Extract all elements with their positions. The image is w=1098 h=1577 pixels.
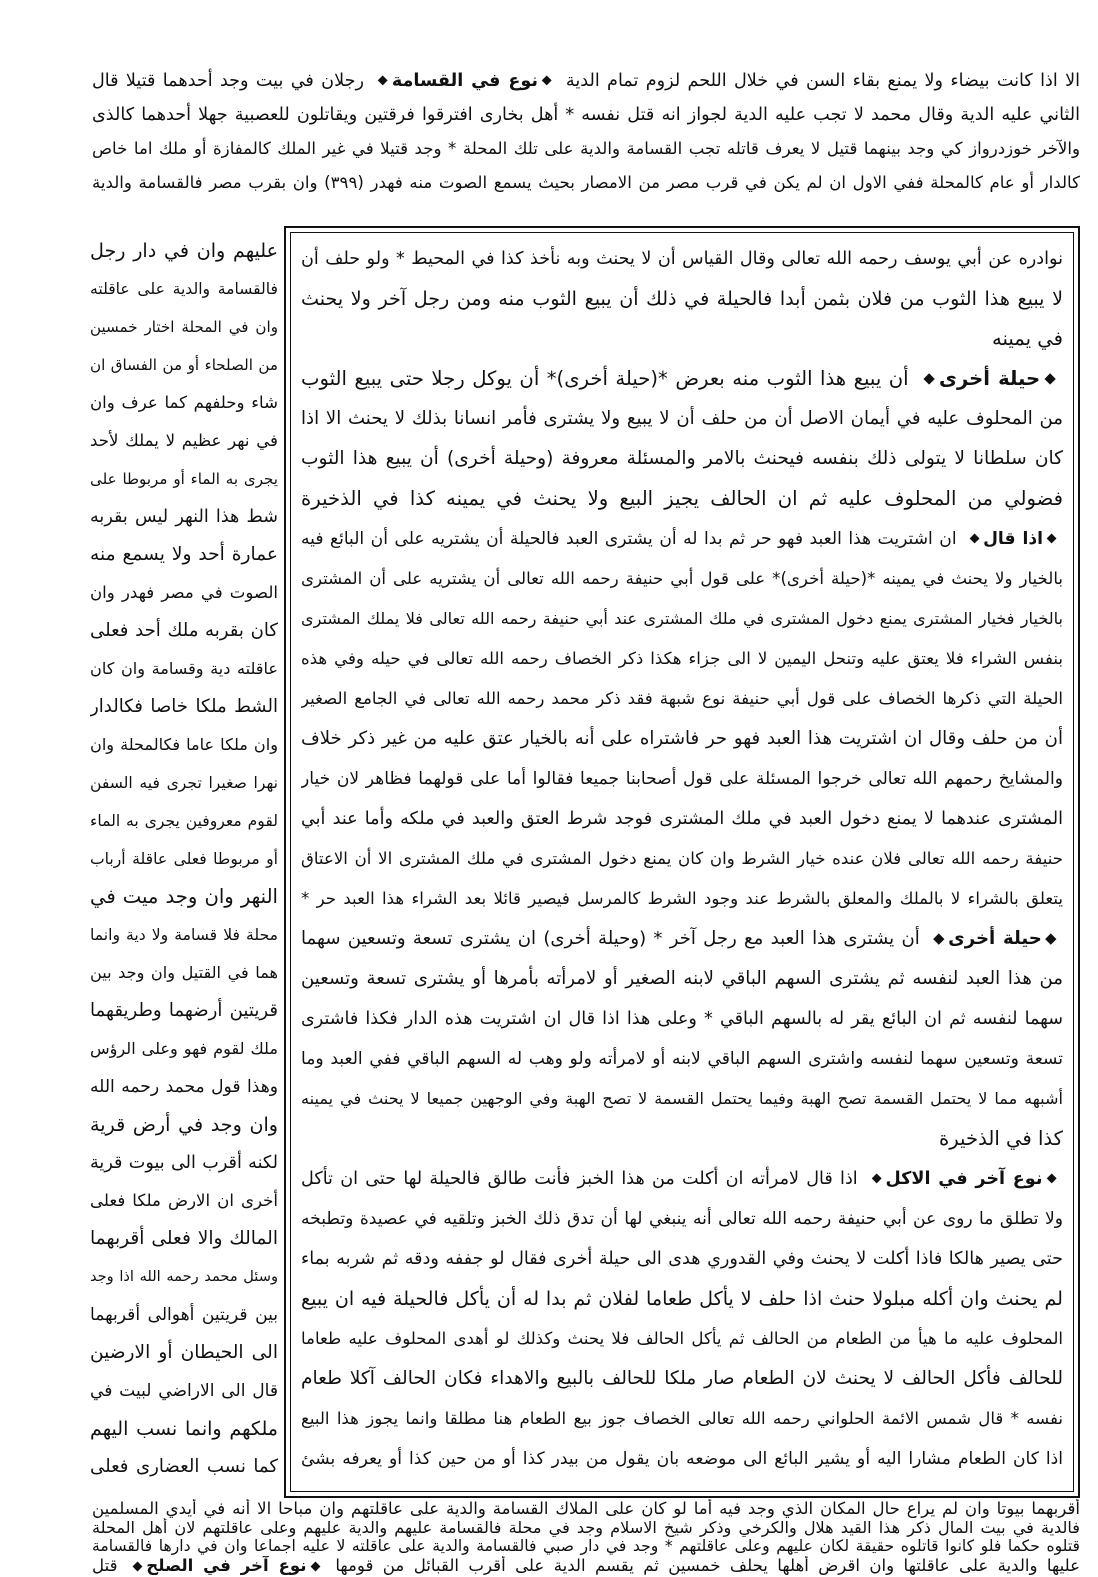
box-line: من المحلوف عليه في أيمان الاصل أن من حلف أن لا يبيع ولا يشترى فأمر انسانا بذلك لا يحنث الا اذا [301,408,1063,429]
main-text-box-inner [290,232,1074,1492]
line-text: الا اذا كانت بيضاء ولا يمنع بقاء السن في خلال اللحم لزوم تمام الدية [565,71,1080,91]
box-line: بالخيار ولا يحنث في يمينه *(حيلة أخرى)* على قول أبي حنيفة رحمه الله تعالى أن يشتريه على أن المشترى [301,569,1063,588]
margin-line: ملكهم وانما نسب اليهم [90,1417,278,1440]
box-line: حتى يصير هالكا فاذا أكلت لا يحنث وفي القدوري هدى الى حيلة أخرى فقال لو جففه ودقه ثم شربه بماء [301,1249,1063,1269]
box-line: من هذا العبد لنفسه ثم يشترى السهم الباقي لابنه الصغير أو لامرأته بأمرها أو يشترى تسعة وتسعين [301,968,1063,989]
margin-line: ملك لقوم فهو وعلى الرؤس [90,1039,278,1058]
margin-line: فالقسامة والدية على عاقلته [90,280,278,298]
margin-line: وان وجد في أرض قرية [90,1113,278,1136]
box-line: بنفس الشراء فلا يعتق عليه وتنحل اليمين لا الى جزاء هكذا ذكر الخصاف رحمه الله تعالى في حيله وفي هذه [301,649,1063,668]
margin-line: الى الحيطان أو الارضين [90,1342,278,1363]
line-text: ان اشتريت هذا العبد فهو حر ثم بدا له أن يشترى العبد فالحيلة أن يشتريه على أن البائع فيه [301,529,957,549]
header-line [92,64,1080,98]
footer-line: قتلوه حكما فلو كانوا قاتلوه حقيقة لكان عليهم وعلى عاقلتهم * وجد في دار صبي فالقسامة والدية على عاقلته لا عليه اجماعا وان في دارها فالقسامة [92,1537,1080,1555]
box-line [301,919,1063,959]
line-text: عليها والدية على عاقلتها وان اقرض أهلها يحلف خمسين ثم يقسم الدية على أقرب القبائل من قومها [335,1556,1080,1575]
section-heading: اذا قال [963,529,1063,549]
margin-line: عمارة أحد ولا يسمع منه [90,544,278,565]
box-line [301,1159,1063,1199]
section-heading: نوع في القسامة [371,71,558,91]
box-line [301,359,1063,399]
box-line: كذا في الذخيرة [938,1127,1063,1150]
margin-line: كما نسب العضارى فعلى [90,1456,278,1477]
header-lines [92,64,1080,200]
section-heading: نوع آخر في الصلح [127,1556,326,1575]
box-line: حنيفة رحمه الله تعالى فلان عنده خيار الشرط وان كان يمنع دخول المشترى في ملك المشترى الا أن الاعتاق [301,849,1063,868]
line-text: أن يشترى هذا العبد مع رجل آخر * (وحيلة أخرى) ان يشترى تسعة وتسعين سهما [301,928,920,949]
margin-line: هما في القتيل وان وجد بين [90,963,278,982]
box-line: المحلوف عليه ما هيأ من الطعام من الحالف ثم يأكل الحالف فلا يحنث وكذلك لو أهدى المحلوف عليه طعاما [301,1329,1063,1348]
margin-line: لكنه أقرب الى بيوت قرية [90,1153,278,1173]
header-line: والآخر خوزدرواز كي وجد بينهما قتيل لا يعرف قاتله تجب القسامة والدية على تلك المحلة * وجد قتيلا في غير الملك كالمفازة أو ملك اما خاص [92,139,1080,158]
margin-line: في نهر عظيم لا يملك لأحد [90,431,278,450]
margin-line: كان بقربه ملك أحد فعلى [90,620,278,641]
margin-line: من الصلحاء أو من الفساق ان [90,356,278,374]
box-line: للحالف فأكل الحالف لا يحنث لان الطعام صار ملكا للحالف بالبيع والاهداء فكان الحالف آكلا طعام [301,1368,1063,1389]
margin-line: عليهم وان في دار رجل [90,239,278,262]
line-text: أن يبيع هذا الثوب منه بعرض *(حيلة أخرى)* أن يوكل رجلا حتى يبيع الثوب [301,367,909,390]
line-text: رجلان في بيت وجد أحدهما قتيلا قال [92,71,364,91]
box-line: نوادره عن أبي يوسف رحمه الله تعالى وقال القياس أن لا يحنث وبه نأخذ كذا في المحيط * ولو حلف أن [301,249,1063,269]
margin-line: أو مربوطا فعلى عاقلة أرباب [90,850,278,868]
box-line: سهما لنفسه ثم ان البائع يقر له بالسهم الباقي * وعلى هذا اذا قال ان اشتريت هذه الدار فكذا فاشترى [301,1009,1063,1029]
footer-line: أقربهما بيوتا وان لم يراع حال المكان الذي وجد فيه أما لو كان على الملاك القسامة والدية على عاقلتهم وان مباحا الا أنه في أيدي المسلمين [92,1499,1080,1518]
margin-line: شاء وحلفهم كما عرف وان [90,393,278,412]
margin-line: أخرى ان الارض ملكا فعلى [90,1191,278,1210]
margin-line: الشط ملكا خاصا فكالدار [90,696,278,717]
box-line: ولا تطلق ما روى عن أبي حنيفة رحمه الله تعالى أنه ينبغي لها أن تدق ذلك الخبز وتلقيه في عصيدة وتطبخه [301,1209,1063,1229]
margin-line: يجرى به الماء أو مربوطا على [90,470,278,488]
margin-line: قريتين أرضهما وطريقهما [90,1000,278,1021]
line-text: قتل [92,1556,118,1575]
margin-line: وهذا قول محمد رحمه الله [90,1077,278,1097]
margin-line: شط هذا النهر ليس بقربه [90,507,278,527]
box-line: فضولي من المحلوف عليه ثم ان الحالف يجيز البيع ولا يحنث في يمينه كذا في الذخيرة [301,487,1063,510]
box-line: يتعلق بالشراء لا بالملك والمعلق بالشرط عند وجود الشرط كالمرسل فيصير قائلا بعد الشراء هذا العبد حر * [301,889,1063,908]
header-line: كالدار أو عام كالمحلة ففي الاول ان لم يكن في قرب مصر من الامصار بحيث يسمع الصوت منه فهدر (٣٩٩) وان بقرب مصر فالقسامة والدية [92,173,1080,192]
margin-line: الصوت في مصر فهدر وان [90,583,278,602]
margin-line: وان ملكا عاما فكالمحلة وان [90,735,278,754]
margin-line: وان في المحلة اختار خمسين [90,318,278,336]
header-line: الثاني عليه الدية وقال محمد لا تجب عليه الدية لجواز انه قتل نفسه * أهل بخارى افترقوا فرقتين ويقاتلون للعصبية جهلا أحدهما كالذى [92,105,1080,125]
box-line: كان سلطانا لا يتولى ذلك بنفسه فيحنث بالامر والمسئلة معروفة (وحيلة أخرى) أن يبيع هذا الثوب [301,448,1063,469]
margin-line: قال الى الاراضي لبيت في [90,1381,278,1401]
box-line: لا يبيع هذا الثوب من فلان بثمن أبدا فالحيلة في ذلك أن يبيع الثوب منه ومن رجل آخر ولا يحنث [301,287,1063,310]
margin-line: لقوم معروفين يجرى به الماء [90,812,278,830]
main-text-box [284,226,1080,1498]
footer-lines [92,1499,1080,1575]
footer-line: فالدية في بيت المال ذكر هذا القيد هلال والكرخي وذكر شيخ الاسلام وجد في محلة فالقسامة عليهم والدية عليهم وعلى عاقلتهم لان أهل المحلة [92,1518,1080,1537]
margin-line: بين قريتين أهوالى أقربهما [90,1305,278,1325]
section-heading: حيلة أخرى [927,928,1063,949]
margin-notes [90,232,278,1486]
box-line [301,519,1063,559]
box-line: لم يحنث وان أكله مبلولا حنث اذا حلف لا يأكل طعاما لفلان ثم بدا له أن يأكل فالحيلة فيه ان يبيع [301,1287,1063,1310]
box-line: والمشايخ رحمهم الله تعالى خرجوا المسئلة على قول أصحابنا جميعا فقالوا أما على قولهما فظاهر لان خيار [301,769,1063,789]
footer-line [92,1556,1080,1575]
line-text: اذا قال لامرأته ان أكلت من هذا الخبز فأنت طالق فالحيلة لها حتى ان تأكل [301,1169,858,1189]
box-line: الحيلة التي ذكرها الخصاف على قول أبي حنيفة نوع شبهة فقد ذكر محمد رحمه الله تعالى في الجامع الصغير [301,689,1063,708]
margin-line: محلة فلا قسامة ولا دية وانما [90,926,278,944]
margin-line: وسئل محمد رحمه الله اذا وجد [90,1268,278,1285]
margin-line: النهر وان وجد ميت في [90,885,278,908]
box-line: تسعة وتسعين سهما لنفسه واشترى السهم الباقي لابنه أو لامرأته ولو وهب له السهم الباقي ففي العبد وما [301,1049,1063,1069]
box-line: أشبهه مما لا يحتمل القسمة تصح الهبة وفيما يحتمل القسمة لا تصح الهبة وفي الوجهين جميعا لا يحنث في يمينه [301,1089,1063,1108]
box-line: اذا كان الطعام مشارا اليه أو يشير البائع الى موضعه بان يقول من بيدر كذا أو من حين كذا أو يعرفه بشئ [301,1449,1063,1469]
margin-line: المالك والا فعلى أقربهما [90,1228,278,1249]
box-line: بالخيار فخيار المشترى يمنع دخول المشترى في ملك المشترى عند أبي حنيفة رحمه الله تعالى فلا يملك المشترى [301,609,1063,628]
section-heading: نوع آخر في الاكل [865,1169,1063,1189]
box-line: أن من حلف وقال ان اشتريت هذا العبد فهو حر فاشتراه على أنه بالخيار عتق عليه من غير ذكر خلاف [301,728,1063,749]
box-line: في يمينه [991,327,1063,350]
margin-line: نهرا صغيرا تجرى فيه السفن [90,774,278,792]
box-line: المشترى عندهما لا يمنع دخول العبد في ملك المشترى فوجد شرط العتق والعبد في ملكه وأما عند أبي [301,809,1063,829]
box-line: نفسه * قال شمس الائمة الحلواني رحمه الله تعالى الخصاف جوز بيع الطعام هنا مطلقا وانما يجوز هذا البيع [301,1409,1063,1428]
section-heading: حيلة أخرى [916,367,1063,390]
margin-line: عاقلته دية وقسامة وان كان [90,659,278,678]
